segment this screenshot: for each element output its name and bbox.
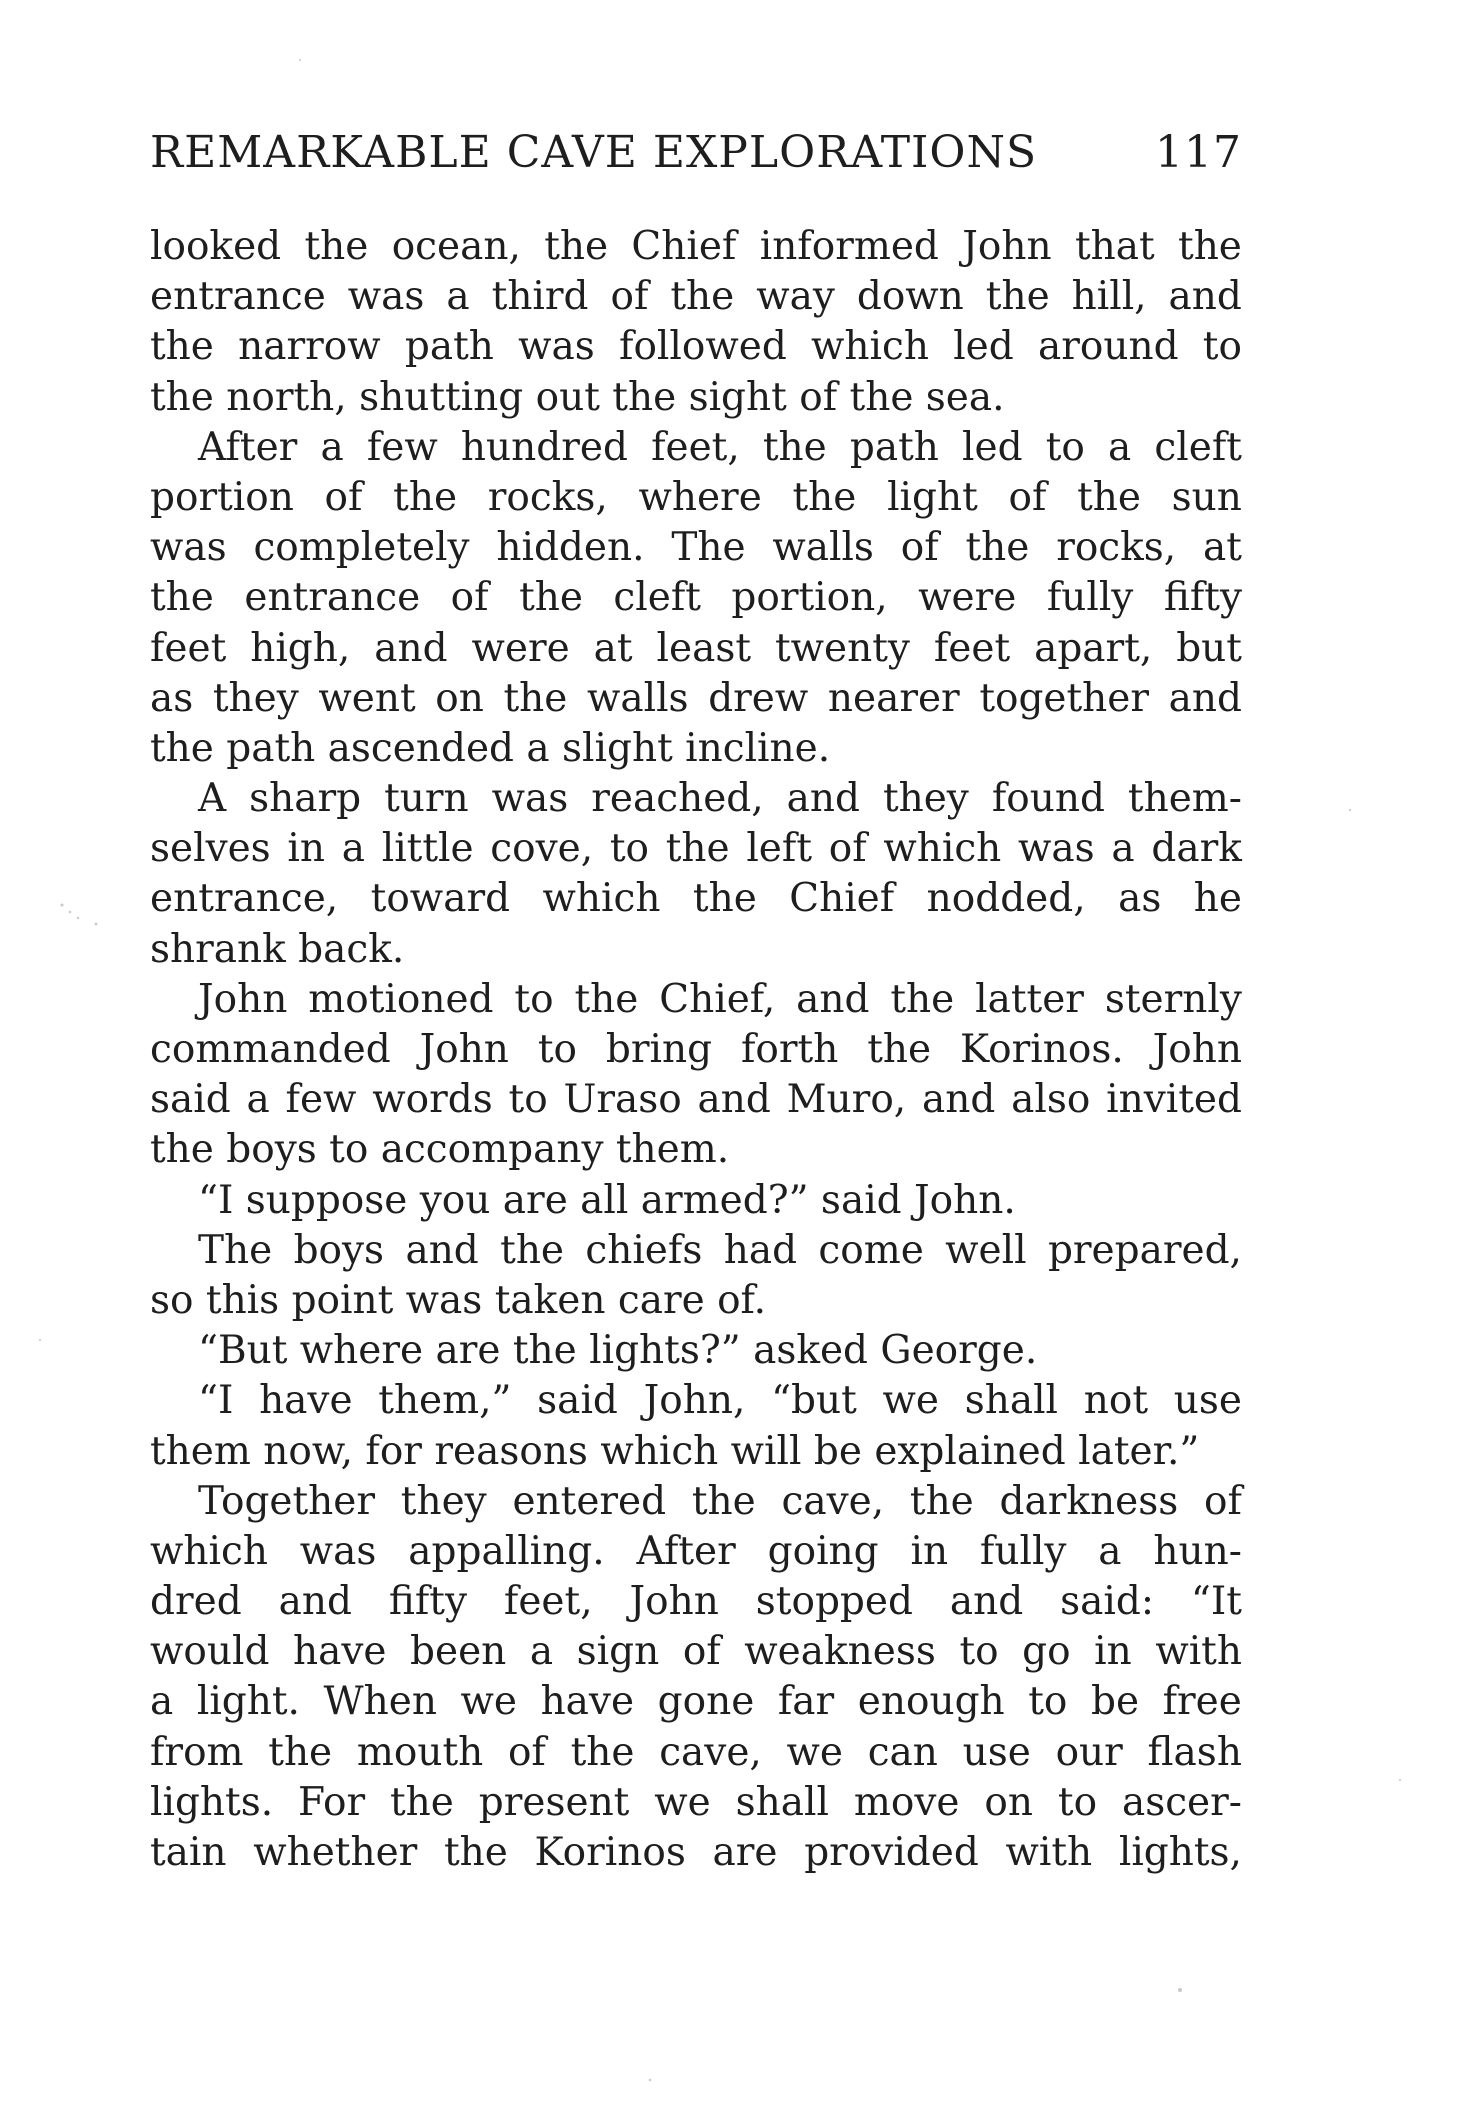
word: we [786,1729,843,1775]
word: ascer- [1121,1779,1242,1825]
word: forth [740,1027,839,1072]
word: to [508,1077,548,1123]
word: to [537,1027,577,1072]
word: far [777,1679,835,1725]
word: a [1108,424,1132,470]
word: our [1055,1729,1123,1775]
word: feet, [503,1579,593,1625]
text-line [150,523,1242,573]
word: apart, [1034,625,1153,671]
word: move [853,1779,960,1825]
word: path [404,324,494,370]
word: the [393,474,458,520]
word: John [198,976,288,1022]
word: the [965,525,1030,571]
word: fifty [388,1579,467,1625]
word: well [945,1227,1027,1273]
word: to [1057,1779,1098,1825]
word: entrance [244,575,421,621]
running-title: REMARKABLE CAVE EXPLORATIONS [150,127,1038,178]
text-line [150,1276,1242,1326]
word: For [298,1779,366,1825]
word: nearer [827,675,960,721]
text-line [150,1075,1242,1125]
word: words [372,1077,493,1123]
word: together [979,675,1150,721]
word: on [435,675,484,721]
word: and [796,976,870,1022]
word: to [959,1629,999,1675]
word: the [792,474,857,520]
word: portion, [731,575,888,621]
word: and [921,1077,996,1123]
text-line [150,1125,1242,1175]
line-text: the north, shutting out the sight of the sea. [150,374,1005,420]
word: rocks, [1056,525,1177,571]
word: left [746,826,812,872]
line-text: them now, for reasons which will be explained later.” [150,1428,1200,1474]
word: Muro, [786,1077,907,1123]
word: was [150,525,227,571]
text-line [150,1326,1242,1376]
word: weakness [744,1629,936,1675]
text-line [150,573,1242,623]
word: dark [1151,826,1242,872]
word: little [381,826,474,872]
text-line [150,1778,1242,1828]
word: have [259,1378,353,1424]
word: was [491,776,569,822]
word: he [1193,876,1242,922]
word: John, [643,1378,746,1424]
word: as [1118,876,1162,922]
word: going [767,1528,879,1574]
word: the [544,224,609,269]
word: boys [293,1227,385,1273]
word: the [390,1779,454,1825]
text-line [150,1577,1242,1627]
word: in [287,826,326,872]
word: appalling. [408,1528,605,1574]
word: feet [150,625,227,671]
word: enough [857,1679,1005,1725]
word: ocean, [391,224,521,269]
word: the [570,1729,635,1775]
word: them,” [378,1378,512,1424]
word: of [1008,474,1047,520]
word: drew [708,675,809,721]
word: of [828,826,867,872]
word: hun- [1153,1528,1242,1574]
word: flash [1147,1729,1242,1775]
word: to [609,826,650,872]
word: present [478,1779,630,1825]
word: the [443,1830,508,1875]
word: and [697,1077,771,1123]
word: a [341,826,365,872]
word: had [723,1227,798,1273]
word: have [292,1629,387,1675]
text-line [150,322,1242,372]
word: that [1074,224,1155,269]
word: turn [384,776,469,822]
word: cleft [1154,424,1242,470]
word: we [882,1378,939,1424]
text-line [150,1025,1242,1075]
word: high, [250,625,351,671]
word: the [268,1729,333,1775]
word: followed [619,324,787,370]
word: they [212,675,299,721]
text-line [150,1627,1242,1677]
word: and [949,1579,1024,1625]
word: in [1094,1629,1132,1675]
text-line [150,975,1242,1025]
word: the [762,424,827,470]
word: said: [1060,1579,1154,1625]
word: lights. [150,1779,274,1825]
word: of [1204,1478,1242,1524]
word: from [150,1729,244,1775]
word: a [246,1077,270,1123]
word: were [471,625,570,671]
text-line [150,423,1242,473]
body-text [150,222,1242,1878]
word: use [1173,1378,1242,1424]
word: we [654,1779,711,1825]
word: John [1152,1027,1242,1072]
word: gone [657,1679,755,1725]
word: the [691,1478,756,1524]
text-line [150,925,1242,975]
word: a [446,274,470,320]
word: hundred [460,424,628,470]
word: entrance, [150,876,339,922]
word: fully [979,1528,1067,1574]
word: free [1162,1679,1242,1725]
word: we [460,1679,517,1725]
text-line [150,1677,1242,1727]
word: Together [198,1478,376,1524]
text-line [150,1828,1242,1878]
word: the [304,224,369,269]
text-line [150,724,1242,774]
word: portion [150,474,294,520]
word: the [665,826,730,872]
word: the [670,274,735,320]
line-text: shrank back. [150,926,405,972]
line-text: “But where are the lights?” asked George. [198,1328,1038,1374]
word: go [1022,1629,1071,1675]
word: to [1028,1679,1068,1725]
line-text: the path ascended a slight incline. [150,725,831,771]
word: in [910,1528,949,1574]
word: and [786,776,860,822]
word: are [712,1830,778,1875]
word: shall [735,1779,829,1825]
word: of [324,474,363,520]
word: with [1155,1629,1242,1675]
word: sternly [1104,976,1242,1022]
word: sharp [249,776,362,822]
word: informed [759,224,939,269]
word: can [867,1729,938,1775]
word: to [1045,424,1085,470]
word: selves [150,826,271,872]
word: commanded [150,1027,391,1072]
word: Korinos. [960,1027,1124,1072]
word: “but [771,1378,857,1424]
word: the [909,1478,974,1524]
word: which [542,876,661,922]
word: a [1111,826,1135,872]
word: motioned [308,976,494,1022]
word: they [400,1478,487,1524]
word: the [867,1027,932,1072]
word: completely [253,525,470,571]
text-line [150,824,1242,874]
word: way [756,274,835,320]
word: least [656,625,752,671]
word: feet, [651,424,740,470]
word: Korinos [534,1830,686,1875]
text-line [150,222,1242,272]
word: was [518,324,595,370]
word: The [198,1227,273,1273]
word: and [1168,675,1242,721]
word: of [682,1629,721,1675]
text-line [150,1176,1242,1226]
word: a [150,1679,174,1725]
word: around [1037,324,1179,370]
word: twenty [774,625,910,671]
word: Chief, [659,976,776,1022]
word: of [610,274,649,320]
word: to [514,976,554,1022]
word: John [629,1579,719,1625]
word: also [1011,1077,1091,1123]
word: went [318,675,416,721]
word: come [818,1227,924,1273]
word: cove, [490,826,594,872]
word: light. [196,1679,300,1725]
word: which [150,1528,268,1574]
word: at [593,625,633,671]
text-line [150,1427,1242,1477]
text-line [150,624,1242,674]
text-line [150,1226,1242,1276]
word: sign [576,1629,660,1675]
text-line [150,774,1242,824]
word: with [1005,1830,1093,1875]
word: latter [975,976,1084,1022]
word: which [883,826,1002,872]
word: few [366,424,438,470]
word: After [198,424,298,470]
word: and [405,1227,479,1273]
word: them- [1127,776,1242,822]
word: of [450,575,489,621]
word: walls [586,675,689,721]
word: dred [150,1579,242,1625]
word: were [918,575,1017,621]
word: stopped [755,1579,913,1625]
word: found [991,776,1105,822]
word: fifty [1163,575,1242,621]
word: Uraso [563,1077,682,1123]
word: would [150,1629,270,1675]
word: have [540,1679,635,1725]
word: of [900,525,939,571]
word: but [1176,625,1242,671]
word: chiefs [585,1227,703,1273]
word: After [636,1528,736,1574]
word: been [410,1629,507,1675]
word: and [374,625,448,671]
word: hill, [1071,274,1147,320]
word: Chief [789,876,895,922]
word: provided [804,1830,979,1875]
word: tain [150,1830,227,1875]
word: “I [198,1378,234,1424]
word: and [1168,274,1242,320]
word: invited [1106,1077,1242,1123]
word: where [638,474,762,520]
word: down [856,274,964,320]
word: a [529,1629,554,1675]
word: the [150,575,214,621]
running-head [150,127,1242,187]
text-line [150,1527,1242,1577]
word: few [285,1077,357,1123]
word: the [150,324,214,370]
word: on [984,1779,1033,1825]
text-line [150,674,1242,724]
page-number: 117 [1155,127,1242,178]
word: mouth [356,1729,484,1775]
word: When [323,1679,437,1725]
text-line [150,874,1242,924]
word: Chief [631,224,737,269]
word: was [1018,826,1095,872]
text-line [150,272,1242,322]
word: and [278,1579,352,1625]
word: the [519,575,583,621]
word: to [1202,324,1242,370]
text-line [150,1477,1242,1527]
word: walls [772,525,874,571]
word: the [890,976,955,1022]
word: be [1090,1679,1140,1725]
word: prepared, [1047,1227,1242,1273]
word: hidden. [496,525,645,571]
word: they [882,776,969,822]
text-line [150,1376,1242,1426]
line-text: “I suppose you are all armed?” said John. [198,1177,1016,1223]
word: third [491,274,589,320]
word: said [150,1077,231,1123]
word: John [419,1027,509,1072]
word: The [671,525,746,571]
word: John [962,224,1052,269]
word: path [849,424,939,470]
word: “It [1190,1579,1242,1625]
line-text: the boys to accompany them. [150,1127,730,1173]
word: of [507,1729,546,1775]
word: led [962,424,1023,470]
word: reached, [591,776,764,822]
word: as [150,675,194,721]
word: entered [512,1478,667,1524]
text-line [150,373,1242,423]
word: the [692,876,757,922]
text-line [150,1728,1242,1778]
word: fully [1046,575,1134,621]
word: A [198,776,227,822]
word: toward [370,876,511,922]
word: a [1098,1528,1122,1574]
word: the [1077,474,1141,520]
word: darkness [999,1478,1179,1524]
word: the [500,1227,565,1273]
word: the [574,976,639,1022]
word: rocks, [487,474,608,520]
word: bring [605,1027,713,1072]
word: sun [1171,474,1242,520]
word: the [503,675,568,721]
word: light [887,474,978,520]
word: lights, [1118,1830,1242,1875]
word: the [1178,224,1242,269]
word: cleft [613,575,701,621]
word: at [1203,525,1242,571]
word: use [962,1729,1031,1775]
word: nodded, [926,876,1086,922]
word: the [985,274,1050,320]
word: shall [964,1378,1059,1424]
word: was [347,274,425,320]
word: which [811,324,929,370]
word: cave, [781,1478,885,1524]
word: whether [253,1830,418,1875]
word: feet [933,625,1011,671]
word: not [1083,1378,1149,1424]
word: led [953,324,1014,370]
word: was [299,1528,377,1574]
word: said [537,1378,618,1424]
word: narrow [238,324,381,370]
word: entrance [150,274,326,320]
word: a [320,424,344,470]
word: looked [150,224,282,269]
text-line [150,473,1242,523]
line-text: so this point was taken care of. [150,1277,767,1323]
word: cave, [659,1729,762,1775]
